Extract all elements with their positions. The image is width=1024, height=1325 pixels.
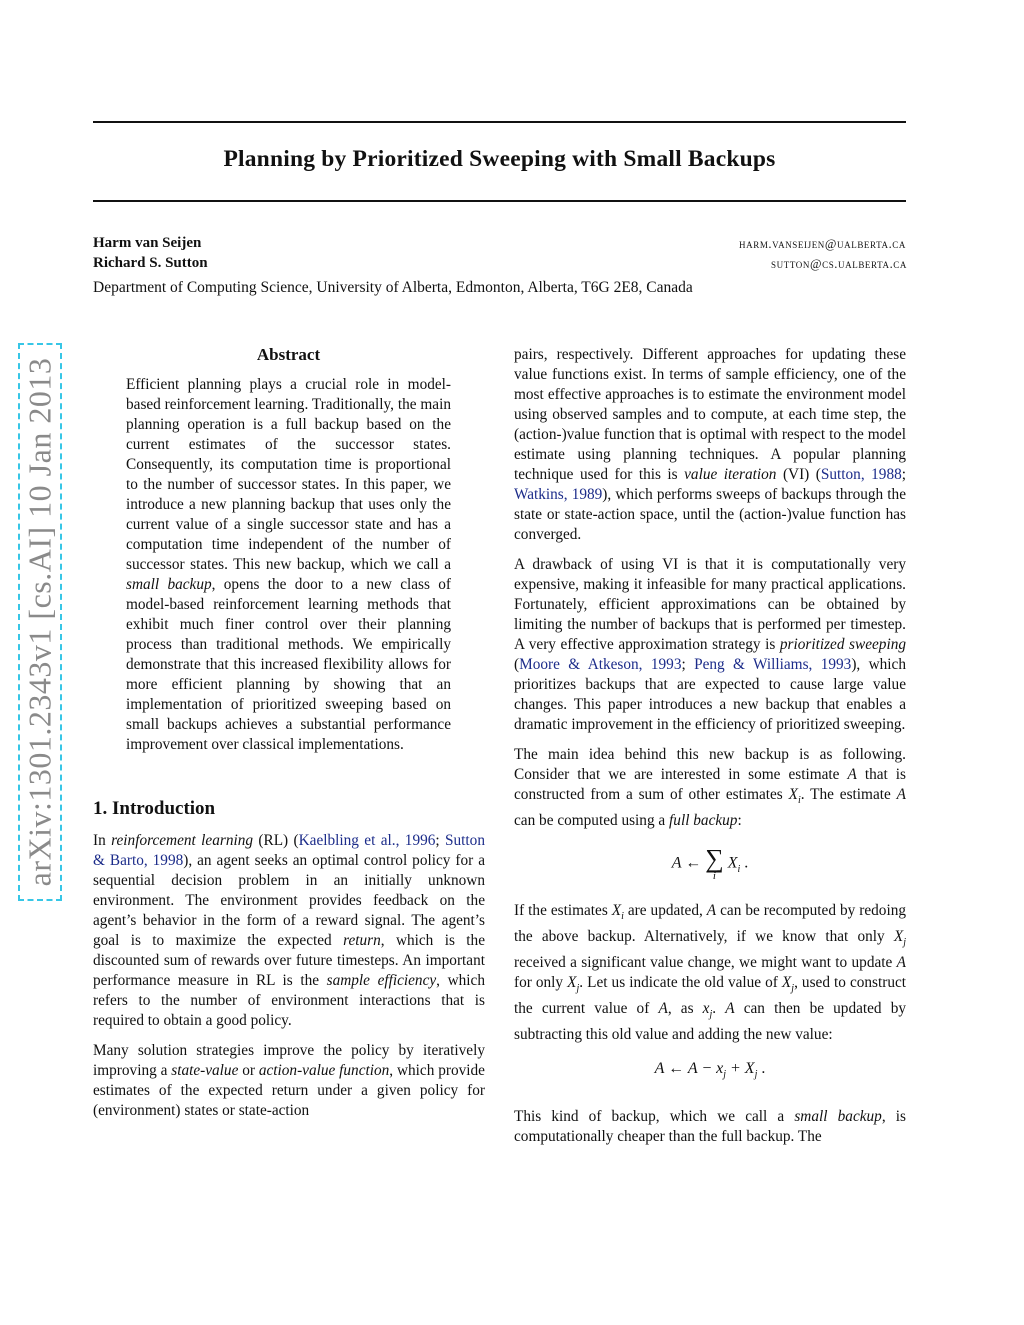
affiliation: Department of Computing Science, University of Alberta, Edmonton, Alberta, T6G 2E8, Canada xyxy=(93,279,693,296)
right-column xyxy=(514,345,906,1157)
intro-paragraph-2: Many solution strategies improve the policy by iteratively improving a state-value or action-value function, which provide estimates of the expected return under a given policy for (environment) states or state-action xyxy=(93,1042,485,1119)
citation-link[interactable]: Kaelbling et al., 1996 xyxy=(298,832,436,849)
citation-link[interactable]: Sutton & Barto, 1998 xyxy=(93,832,485,869)
right-paragraph-4: If the estimates $X_i$ are updated, A can be recomputed by redoing the above backup. Alternatively, if we know that only $X_j$ received a significant value change, we might want to update A for only $X_j$. Let us indicate the old value of $X_j$, used to construct the current value of A, as $x_j$. A can then be updated by subtracting this old value and adding the new value: xyxy=(514,902,907,1044)
abstract xyxy=(126,345,451,755)
abstract-heading: Abstract xyxy=(256,345,321,364)
right-paragraph-3: The main idea behind this new backup is as following. Consider that we are interested in some estimate A that is constructed from a sum of other estimates $X_i$. The estimate A can be computed using a full backup: xyxy=(514,746,906,830)
paper-title: Planning by Prioritized Sweeping with Small Backups xyxy=(223,146,776,172)
right-paragraph-2: A drawback of using VI is that it is computationally very expensive, making it infeasible for many practical applications. Fortunately, efficient approximations can be obtained by limiting the number of backups that is performed per timestep. A very effective approximation strategy is prioritized sweeping (Moore & Atkeson, 1993; Peng & Williams, 1993), which prioritizes backups that are expected to cause large value changes. This paper introduces a new backup that enables a dramatic improvement in the efficiency of prioritized sweeping. xyxy=(514,556,906,733)
intro-paragraph-1: In reinforcement learning (RL) (Kaelbling et al., 1996; Sutton & Barto, 1998), an agent seeks an optimal control policy for a sequential decision problem in an initially unknown environment. The environment provides feedback on the agent’s behavior in the form of a reward signal. The agent’s goal is to maximize the expected return, which is the discounted sum of rewards over future timesteps. An important performance measure in RL is the sample efficiency, which refers to the number of environment interactions that is required to obtain a good policy. xyxy=(93,832,485,1029)
abstract-text: Efficient planning plays a crucial role in model-based reinforcement learning. Traditionally, the main planning operation is a full backup based on the current estimates of the successor states. Consequently, its computation time is proportional to the number of successor states. In this paper, we introduce a new planning backup that uses only the current value of a single successor state and has a computation time independent of the number of successor states. This new backup, which we call a small backup, opens the door to a new class of model-based reinforcement learning methods that exhibit much finer control over their planning process than traditional methods. We empirically demonstrate that this increased flexibility allows for more efficient planning by showing that an implementation of prioritized sweeping based on small backups achieves a substantial performance improvement over classical implementations. xyxy=(126,376,451,753)
section-heading-introduction: 1. Introduction xyxy=(93,798,216,819)
arxiv-stamp[interactable] xyxy=(18,343,62,901)
citation-link[interactable]: Peng & Williams, 1993 xyxy=(694,656,852,673)
right-paragraph-5: This kind of backup, which we call a small backup, is computationally cheaper than the full backup. The xyxy=(514,1108,906,1146)
title-bottom-rule xyxy=(93,200,906,202)
citation-link[interactable]: Watkins, 1989 xyxy=(514,486,603,503)
top-rule xyxy=(93,121,906,123)
equation-small-backup: A ← $A - x_j + X_j$ . xyxy=(654,1060,766,1081)
right-paragraph-1: pairs, respectively. Different approaches for updating these value functions exist. In terms of sample efficiency, one of the most effective approaches is to estimate the environment model using observed samples and to compute, at each time step, the (action-)value function that is optimal with respect to the model estimate using planning techniques. A popular planning technique used for this is value iteration (VI) (Sutton, 1988; Watkins, 1989), which performs sweeps of backups through the state or state-action space, until the (action-)value function has converged. xyxy=(514,346,906,543)
author-name-2: Richard S. Sutton xyxy=(93,255,208,271)
equation-full-backup: A ← ∑ i $X_i$ . xyxy=(671,844,749,883)
citation-link[interactable]: Sutton, 1988 xyxy=(820,466,902,483)
author-email-2[interactable]: sutton@cs.ualberta.ca xyxy=(771,257,907,271)
author-email-1[interactable]: harm.vanseijen@ualberta.ca xyxy=(739,237,906,251)
author-name-1: Harm van Seijen xyxy=(93,235,202,251)
left-column xyxy=(93,345,485,1131)
citation-link[interactable]: Moore & Atkeson, 1993 xyxy=(519,656,682,673)
arxiv-stamp-text: arXiv:1301.2343v1 [cs.AI] 10 Jan 2013 xyxy=(21,357,58,887)
